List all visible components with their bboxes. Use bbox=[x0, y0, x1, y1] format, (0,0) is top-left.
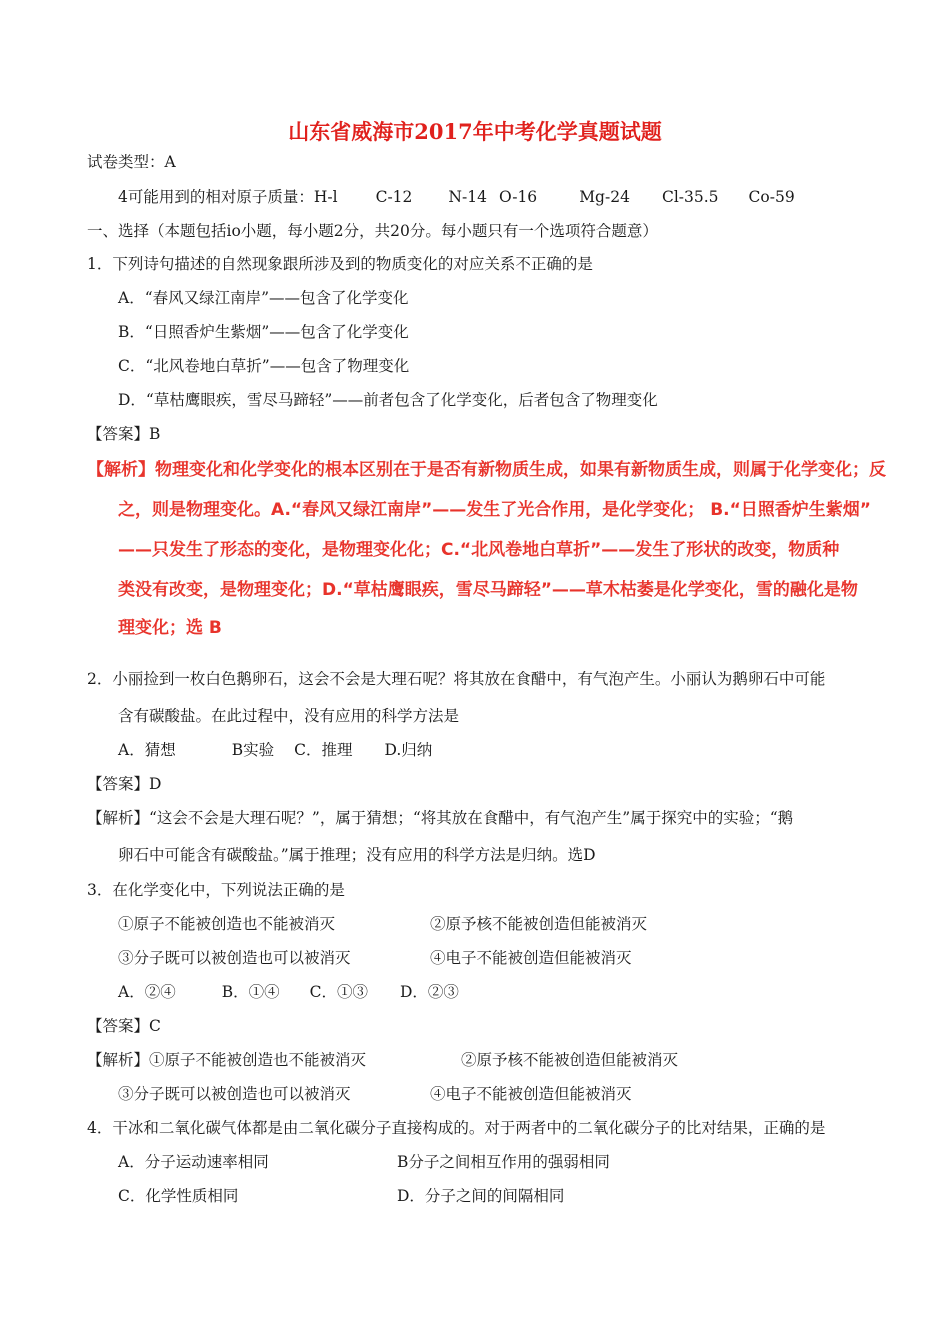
section-heading: 一、选择（本题包括io小题，每小题2分，共20分。每小题只有一个选项符合题意） bbox=[87, 222, 658, 240]
question-3-option-a: A．②④ bbox=[118, 983, 176, 1001]
question-1-analysis-line: 类没有改变，是物理变化；D.“草枯鹰眼疾，雪尽马蹄轻”——草木枯萎是化学变化，雪的融化是物 bbox=[118, 580, 858, 600]
question-1-option-d: D．“草枯鹰眼疾，雪尽马蹄轻”——前者包含了化学变化，后者包含了物理变化 bbox=[118, 391, 658, 409]
question-3-analysis-4: ④电子不能被创造但能被消灭 bbox=[430, 1085, 632, 1103]
atomic-mass-item: Mg-24 bbox=[579, 188, 630, 206]
question-1-option-a: A．“春风又绿江南岸”——包含了化学变化 bbox=[118, 289, 409, 307]
question-2-stem-continued: 含有碳酸盐。在此过程中，没有应用的科学方法是 bbox=[118, 707, 460, 725]
question-4-stem: 4．干冰和二氧化碳气体都是由二氧化碳分子直接构成的。对于两者中的二氧化碳分子的比对结果，正确的是 bbox=[87, 1119, 826, 1137]
atomic-mass-item: Cl-35.5 bbox=[661, 188, 719, 206]
question-2-option-a: A．猜想 bbox=[118, 741, 176, 759]
question-3-statement-2: ②原予核不能被创造但能被消灭 bbox=[430, 915, 648, 933]
question-3-analysis-2: ②原予核不能被创造但能被消灭 bbox=[461, 1051, 679, 1069]
atomic-mass-item: Co-59 bbox=[748, 188, 795, 206]
question-3-option-b: B．①④ bbox=[221, 983, 280, 1001]
question-4-option-c: C．化学性质相同 bbox=[118, 1187, 239, 1205]
question-1-option-b: B．“日照香炉生紫烟”——包含了化学变化 bbox=[118, 323, 409, 341]
question-3-stem: 3．在化学变化中，下列说法正确的是 bbox=[87, 881, 345, 899]
question-4-option-b: B分子之间相互作用的强弱相同 bbox=[397, 1153, 610, 1171]
question-3-statement-1: ①原子不能被创造也不能被消灭 bbox=[118, 915, 336, 933]
atomic-mass-item: C-12 bbox=[375, 188, 413, 206]
question-2-option-d: D.归纳 bbox=[384, 741, 433, 759]
question-2-stem: 2．小丽捡到一枚白色鹅卵石，这会不会是大理石呢？将其放在食醋中，有气泡产生。小丽认为鹅卵石中可能 bbox=[87, 670, 826, 688]
question-3-analysis-1: ①原子不能被创造也不能被消灭 bbox=[149, 1051, 367, 1069]
question-2-analysis-continued: 卵石中可能含有碳酸盐。”属于推理；没有应用的科学方法是归纳。选D bbox=[118, 846, 596, 864]
question-1-analysis-line: 之，则是物理变化。A.“春风又绿江南岸”——发生了光合作用，是化学变化； B.“日照香炉生紫烟” bbox=[118, 500, 871, 520]
question-3-analysis-prefix: 【解析】 bbox=[87, 1051, 150, 1069]
question-1-option-c: C．“北风卷地白草折”——包含了物理变化 bbox=[118, 357, 410, 375]
atomic-mass-item: N-14 bbox=[448, 188, 487, 206]
question-3-option-c: C．①③ bbox=[309, 983, 368, 1001]
question-2-option-c: C．推理 bbox=[294, 741, 353, 759]
question-1-stem: 1．下列诗句描述的自然现象跟所涉及到的物质变化的对应关系不正确的是 bbox=[87, 255, 593, 273]
question-3-option-d: D．②③ bbox=[399, 983, 459, 1001]
question-3-options bbox=[118, 982, 459, 1002]
question-3-statement-3: ③分子既可以被创造也可以被消灭 bbox=[118, 949, 351, 967]
question-3-statement-4: ④电子不能被创造但能被消灭 bbox=[430, 949, 632, 967]
question-2-analysis: 【解析】“这会不会是大理石呢？”，属于猜想；“将其放在食醋中，有气泡产生”属于探究中的实验；“鹅 bbox=[87, 809, 794, 827]
atomic-mass-item: O-16 bbox=[498, 188, 538, 206]
atomic-mass-intro: 4可能用到的相对原子质量：H-l bbox=[118, 188, 338, 206]
question-2-option-b: B实验 bbox=[231, 741, 275, 759]
paper-type: 试卷类型：A bbox=[87, 153, 176, 171]
page-title: 山东省威海市2017年中考化学真题试题 bbox=[288, 119, 662, 144]
question-2-options bbox=[118, 740, 432, 760]
question-3-analysis-3: ③分子既可以被创造也可以被消灭 bbox=[118, 1085, 351, 1103]
question-4-option-a: A．分子运动速率相同 bbox=[118, 1153, 269, 1171]
question-3-answer: 【答案】C bbox=[87, 1017, 161, 1035]
question-1-analysis-line: 【解析】物理变化和化学变化的根本区别在于是否有新物质生成，如果有新物质生成，则属于化学变化；反 bbox=[87, 460, 886, 480]
atomic-mass-line bbox=[118, 187, 795, 207]
question-1-analysis-line: 理变化；选 B bbox=[118, 618, 222, 638]
question-4-option-d: D．分子之间的间隔相同 bbox=[397, 1187, 565, 1205]
question-2-answer: 【答案】D bbox=[87, 775, 162, 793]
question-1-answer: 【答案】B bbox=[87, 425, 161, 443]
question-1-analysis-line: ——只发生了形态的变化，是物理变化化；C.“北风卷地白草折”——发生了形状的改变，物质种 bbox=[118, 540, 840, 560]
